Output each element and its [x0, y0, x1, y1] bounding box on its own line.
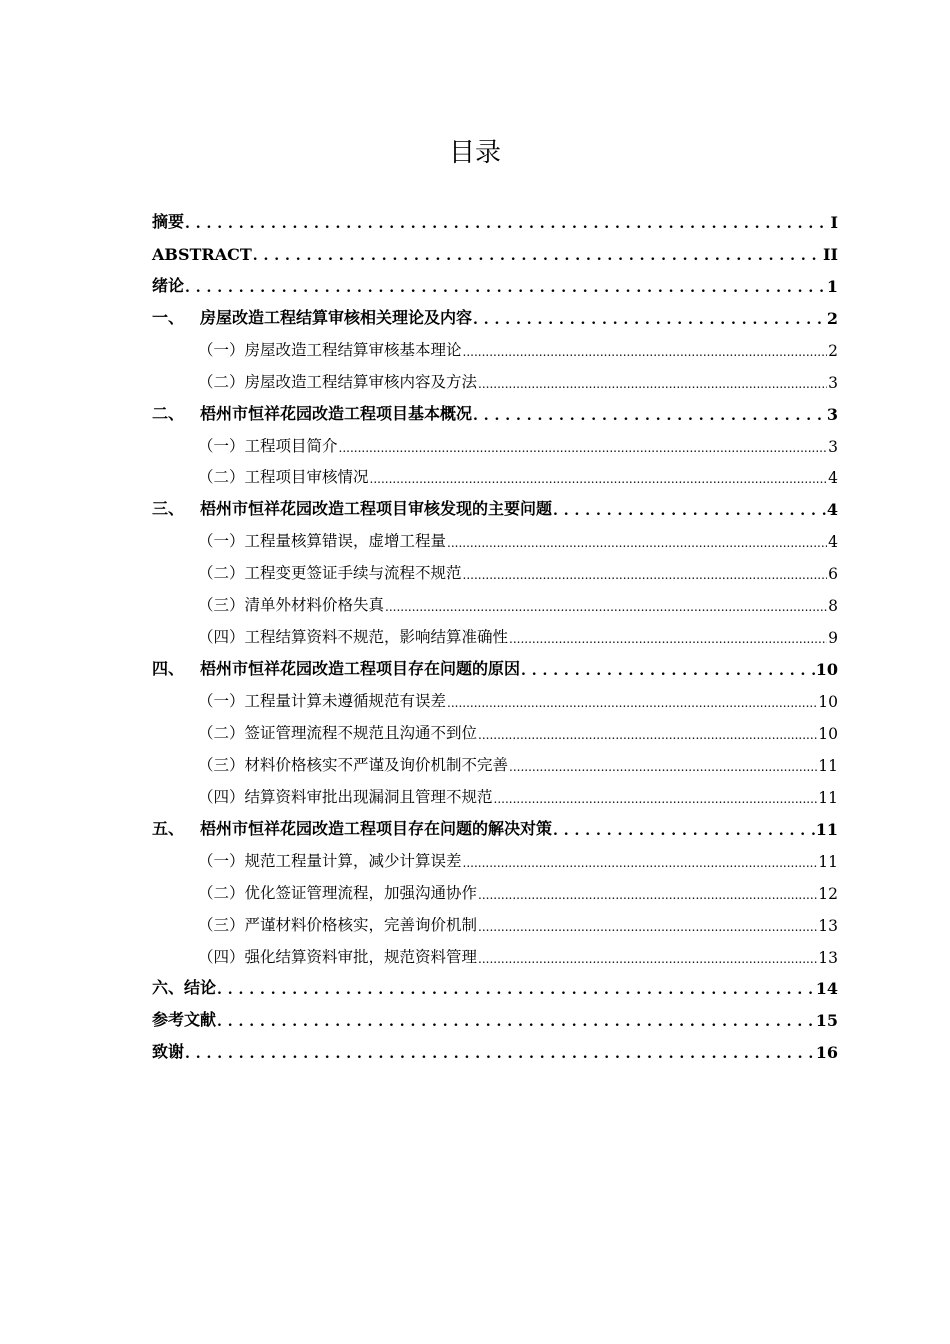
toc-entry[interactable] — [152, 551, 838, 583]
toc-entry-text: 梧州市恒祥花园改造工程项目存在问题的原因 — [200, 659, 521, 679]
toc-entry-label — [198, 849, 462, 871]
toc-dot-leader — [473, 405, 826, 424]
toc-entry[interactable] — [152, 519, 838, 551]
toc-entry[interactable] — [152, 487, 838, 519]
toc-entry-text: （三）严谨材料价格核实，完善询价机制 — [198, 915, 478, 934]
toc-page-number: 11 — [818, 852, 838, 871]
toc-page-number: 13 — [818, 948, 838, 967]
toc-entry-text: （四）强化结算资料审批，规范资料管理 — [198, 947, 478, 966]
toc-entry[interactable] — [152, 200, 838, 232]
toc-dot-leader — [185, 1043, 815, 1062]
toc-entry-number: 五、 — [152, 818, 185, 838]
toc-entry[interactable] — [152, 807, 838, 839]
toc-entry-text: 房屋改造工程结算审核相关理论及内容 — [200, 307, 473, 327]
toc-dot-leader — [521, 660, 815, 679]
toc-entry[interactable] — [152, 743, 838, 775]
toc-entry[interactable] — [152, 360, 838, 392]
toc-entry[interactable] — [152, 296, 838, 328]
toc-entry[interactable] — [152, 1030, 838, 1062]
toc-entry[interactable] — [152, 456, 838, 488]
toc-entry-label — [198, 593, 384, 615]
toc-page-number: II — [823, 244, 838, 264]
toc-entry[interactable] — [152, 775, 838, 807]
toc-page-number: 2 — [828, 341, 838, 360]
toc-entry-text: （一）规范工程量计算，减少计算误差 — [198, 851, 462, 870]
toc-dot-leader — [478, 949, 817, 967]
toc-dot-leader — [385, 597, 827, 615]
toc-dot-leader — [447, 533, 827, 551]
toc-entry-number: 三、 — [152, 499, 185, 519]
toc-entry[interactable] — [152, 711, 838, 743]
toc-page-number: 14 — [815, 979, 838, 999]
toc-entry[interactable] — [152, 615, 838, 647]
toc-entry[interactable] — [152, 583, 838, 615]
toc-entry-label — [198, 689, 446, 711]
toc-page-number: 12 — [818, 884, 838, 903]
toc-dot-leader — [478, 917, 817, 935]
toc-page-number: 10 — [818, 724, 838, 743]
toc-page-number: 2 — [826, 308, 838, 328]
toc-dot-leader — [473, 309, 826, 328]
toc-entry[interactable] — [152, 424, 838, 456]
toc-entry-text: 摘要 — [152, 211, 185, 231]
toc-page-number: 10 — [818, 693, 838, 711]
toc-dot-leader — [478, 725, 817, 743]
toc-entry[interactable] — [152, 328, 838, 360]
toc-dot-leader — [553, 500, 826, 519]
toc-entry-number: 二、 — [152, 403, 185, 423]
toc-entry-label — [198, 945, 477, 967]
toc-entry-text: （一）工程项目简介 — [198, 436, 338, 455]
toc-entry-number: 一、 — [152, 307, 185, 327]
toc-dot-leader — [185, 277, 826, 296]
toc-entry-label — [198, 338, 462, 360]
toc-entry-label — [198, 465, 369, 487]
toc-entry[interactable] — [152, 679, 838, 711]
toc-entry[interactable] — [152, 392, 838, 424]
toc-dot-leader — [447, 693, 817, 711]
toc-dot-leader — [185, 213, 830, 232]
toc-entry-label — [198, 753, 508, 775]
toc-page-number: 8 — [828, 597, 838, 616]
toc-dot-leader — [463, 342, 828, 360]
toc-dot-leader — [217, 979, 815, 998]
toc-entry-text: （二）工程变更签证手续与流程不规范 — [198, 564, 462, 583]
toc-entry-text: （二）优化签证管理流程，加强沟通协作 — [198, 883, 478, 902]
toc-page-number: 9 — [828, 629, 838, 648]
toc-entry[interactable] — [152, 935, 838, 967]
toc-entry-text: 参考文献 — [152, 1010, 217, 1030]
toc-entry-text: （二）签证管理流程不规范且沟通不到位 — [198, 723, 478, 742]
toc-entry[interactable] — [152, 967, 838, 999]
toc-entry-text: 梧州市恒祥花园改造工程项目存在问题的解决对策 — [200, 818, 553, 838]
table-of-contents — [152, 200, 838, 1062]
toc-entry-label — [198, 434, 338, 456]
toc-entry-label — [152, 816, 552, 839]
toc-page-number: 16 — [815, 1043, 838, 1063]
toc-entry-text: （二）工程项目审核情况 — [198, 468, 369, 487]
toc-page-number: 6 — [828, 565, 838, 584]
toc-entry-label — [198, 785, 493, 807]
toc-page-number: 10 — [815, 660, 838, 680]
toc-page-number: 3 — [826, 404, 838, 424]
toc-entry-label — [198, 625, 508, 647]
toc-page-number: I — [830, 212, 838, 232]
toc-entry-text: 梧州市恒祥花园改造工程项目审核发现的主要问题 — [200, 499, 553, 519]
toc-page-number: 11 — [818, 788, 838, 807]
toc-page-number: 11 — [818, 756, 838, 775]
toc-entry[interactable] — [152, 232, 838, 264]
toc-title: 目录 — [448, 138, 501, 168]
toc-entry-label — [152, 1007, 216, 1030]
toc-dot-leader — [478, 374, 827, 392]
toc-dot-leader — [463, 853, 818, 871]
toc-page-number: 11 — [815, 819, 838, 839]
toc-entry-label — [152, 209, 184, 232]
toc-dot-leader — [370, 469, 828, 487]
toc-dot-leader — [463, 565, 828, 583]
toc-entry-text: 六、结论 — [152, 978, 217, 998]
toc-page-number: 1 — [826, 276, 838, 296]
toc-page-number: 4 — [828, 469, 838, 488]
toc-entry-label — [198, 881, 477, 903]
toc-entry[interactable] — [152, 264, 838, 296]
toc-entry-number: 四、 — [152, 659, 185, 679]
toc-entry-label — [152, 401, 472, 424]
toc-entry-label — [198, 529, 446, 551]
toc-dot-leader — [553, 820, 815, 839]
toc-entry-text: （一）房屋改造工程结算审核基本理论 — [198, 340, 462, 359]
toc-entry-label — [198, 721, 477, 743]
toc-entry-text: （一）工程量核算错误，虚增工程量 — [198, 532, 447, 551]
toc-dot-leader — [478, 885, 817, 903]
toc-entry-label — [152, 656, 520, 679]
toc-entry-label — [198, 370, 477, 392]
toc-entry-label — [152, 273, 184, 296]
toc-dot-leader — [494, 789, 818, 807]
toc-entry-text: 梧州市恒祥花园改造工程项目基本概况 — [200, 403, 473, 423]
toc-page-number: 15 — [815, 1011, 838, 1031]
toc-entry-text: 致谢 — [152, 1042, 185, 1062]
toc-entry-text: （三）材料价格核实不严谨及询价机制不完善 — [198, 755, 509, 774]
toc-page-number: 3 — [828, 437, 838, 456]
toc-dot-leader — [509, 629, 827, 647]
toc-entry[interactable] — [152, 871, 838, 903]
toc-entry-label — [152, 975, 216, 998]
toc-entry-label — [152, 305, 472, 328]
toc-entry-text: （四）工程结算资料不规范，影响结算准确性 — [198, 628, 509, 647]
toc-entry-text: （四）结算资料审批出现漏洞且管理不规范 — [198, 787, 493, 806]
toc-dot-leader — [217, 1011, 815, 1030]
toc-page-number: 4 — [828, 533, 838, 552]
toc-entry-text: ABSTRACT — [152, 244, 252, 264]
toc-entry-label — [198, 913, 477, 935]
toc-entry[interactable] — [152, 839, 838, 871]
toc-entry[interactable] — [152, 647, 838, 679]
toc-page-number: 3 — [828, 373, 838, 392]
toc-page-number: 13 — [818, 916, 838, 935]
toc-entry-label — [152, 245, 252, 264]
toc-entry-text: 绪论 — [152, 275, 185, 295]
toc-entry-label — [152, 496, 552, 519]
toc-dot-leader — [509, 757, 817, 775]
toc-entry-text: （三）清单外材料价格失真 — [198, 596, 385, 615]
toc-entry[interactable] — [152, 998, 838, 1030]
toc-entry-text: （二）房屋改造工程结算审核内容及方法 — [198, 372, 478, 391]
toc-page-number: 4 — [826, 500, 838, 520]
toc-entry-label — [198, 561, 462, 583]
toc-entry-label — [152, 1039, 184, 1062]
toc-dot-leader — [339, 438, 828, 456]
toc-entry-text: （一）工程量计算未遵循规范有误差 — [198, 692, 447, 710]
toc-dot-leader — [253, 245, 822, 264]
toc-entry[interactable] — [152, 903, 838, 935]
